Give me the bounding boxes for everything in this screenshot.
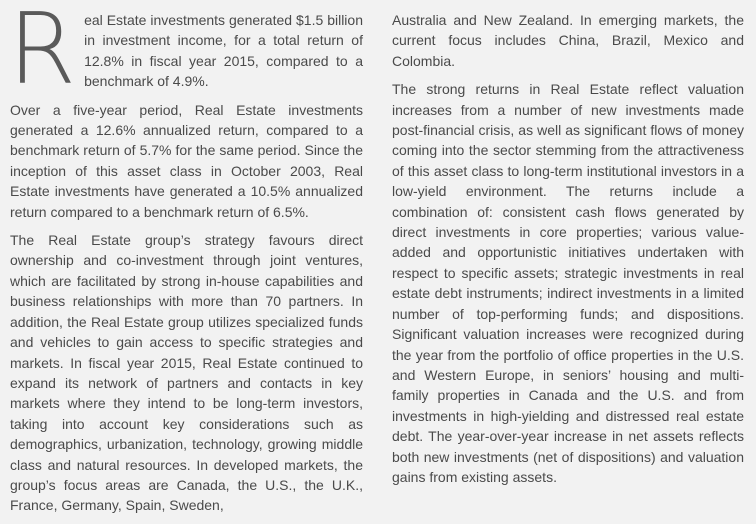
- strategy-paragraph: The Real Estate group’s strategy favours direct ownership and co-investment through joint ventures, which are facilitated by strong in-house capabilities and business relationships with more than 70 partners. In addition, the Real Estate group utilizes specialized funds and vehicles to gain access to specific strategies and markets. In fiscal year 2015, Real Estate continued to expand its network of partners and contacts in key markets where they intend to be long-term investors, taking into account key considerations such as demographics, urbanization, technology, growing middle class and natural resources. In developed markets, the group’s focus areas are Canada, the U.S., the U.K., France, Germany, Spain, Sweden,: [10, 232, 363, 514]
- right-column: [392, 10, 744, 495]
- left-column: [8, 0, 363, 524]
- five-year-paragraph: Over a five-year period, Real Estate investments generated a 12.6% annualized return, compared to a benchmark return of 5.7% for the same period. Since the inception of this asset class in October 2003, Real Estate investments have generated a 10.5% annualized return compared to a benchmark return of 6.5%.: [10, 101, 363, 220]
- drop-cap: R: [8, 0, 77, 107]
- markets-paragraph: Australia and New Zealand. In emerging markets, the current focus includes China, Brazil, Mexico and Colombia.: [392, 12, 744, 69]
- intro-text: eal Estate investments generated $1.5 billion in investment income, for a total return of 12.8% in fiscal year 2015, compared to a benchmark of 4.9%.: [84, 12, 363, 90]
- intro-paragraph: [8, 0, 363, 107]
- returns-paragraph: The strong returns in Real Estate reflect valuation increases from a number of new investments made post-financial crisis, as well as significant flows of money coming into the sector stemming from the attractiveness of this asset class to long-term institutional investors in a low-yield environment. The returns include a combination of: consistent cash flows generated by direct investments in core properties; various value-added and opportunistic initiatives undertaken with respect to specific assets; strategic investments in real estate debt instruments; indirect investments in a limited number of top-performing funds; and dispositions. Significant valuation increases were recognized during the year from the portfolio of office properties in the U.S. and Western Europe, in seniors’ housing and multi-family properties in Canada and the U.S. and from investments in high-yielding and distressed real estate debt. The year-over-year increase in net assets reflects both new investments (net of dispositions) and valuation gains from existing assets.: [392, 81, 744, 485]
